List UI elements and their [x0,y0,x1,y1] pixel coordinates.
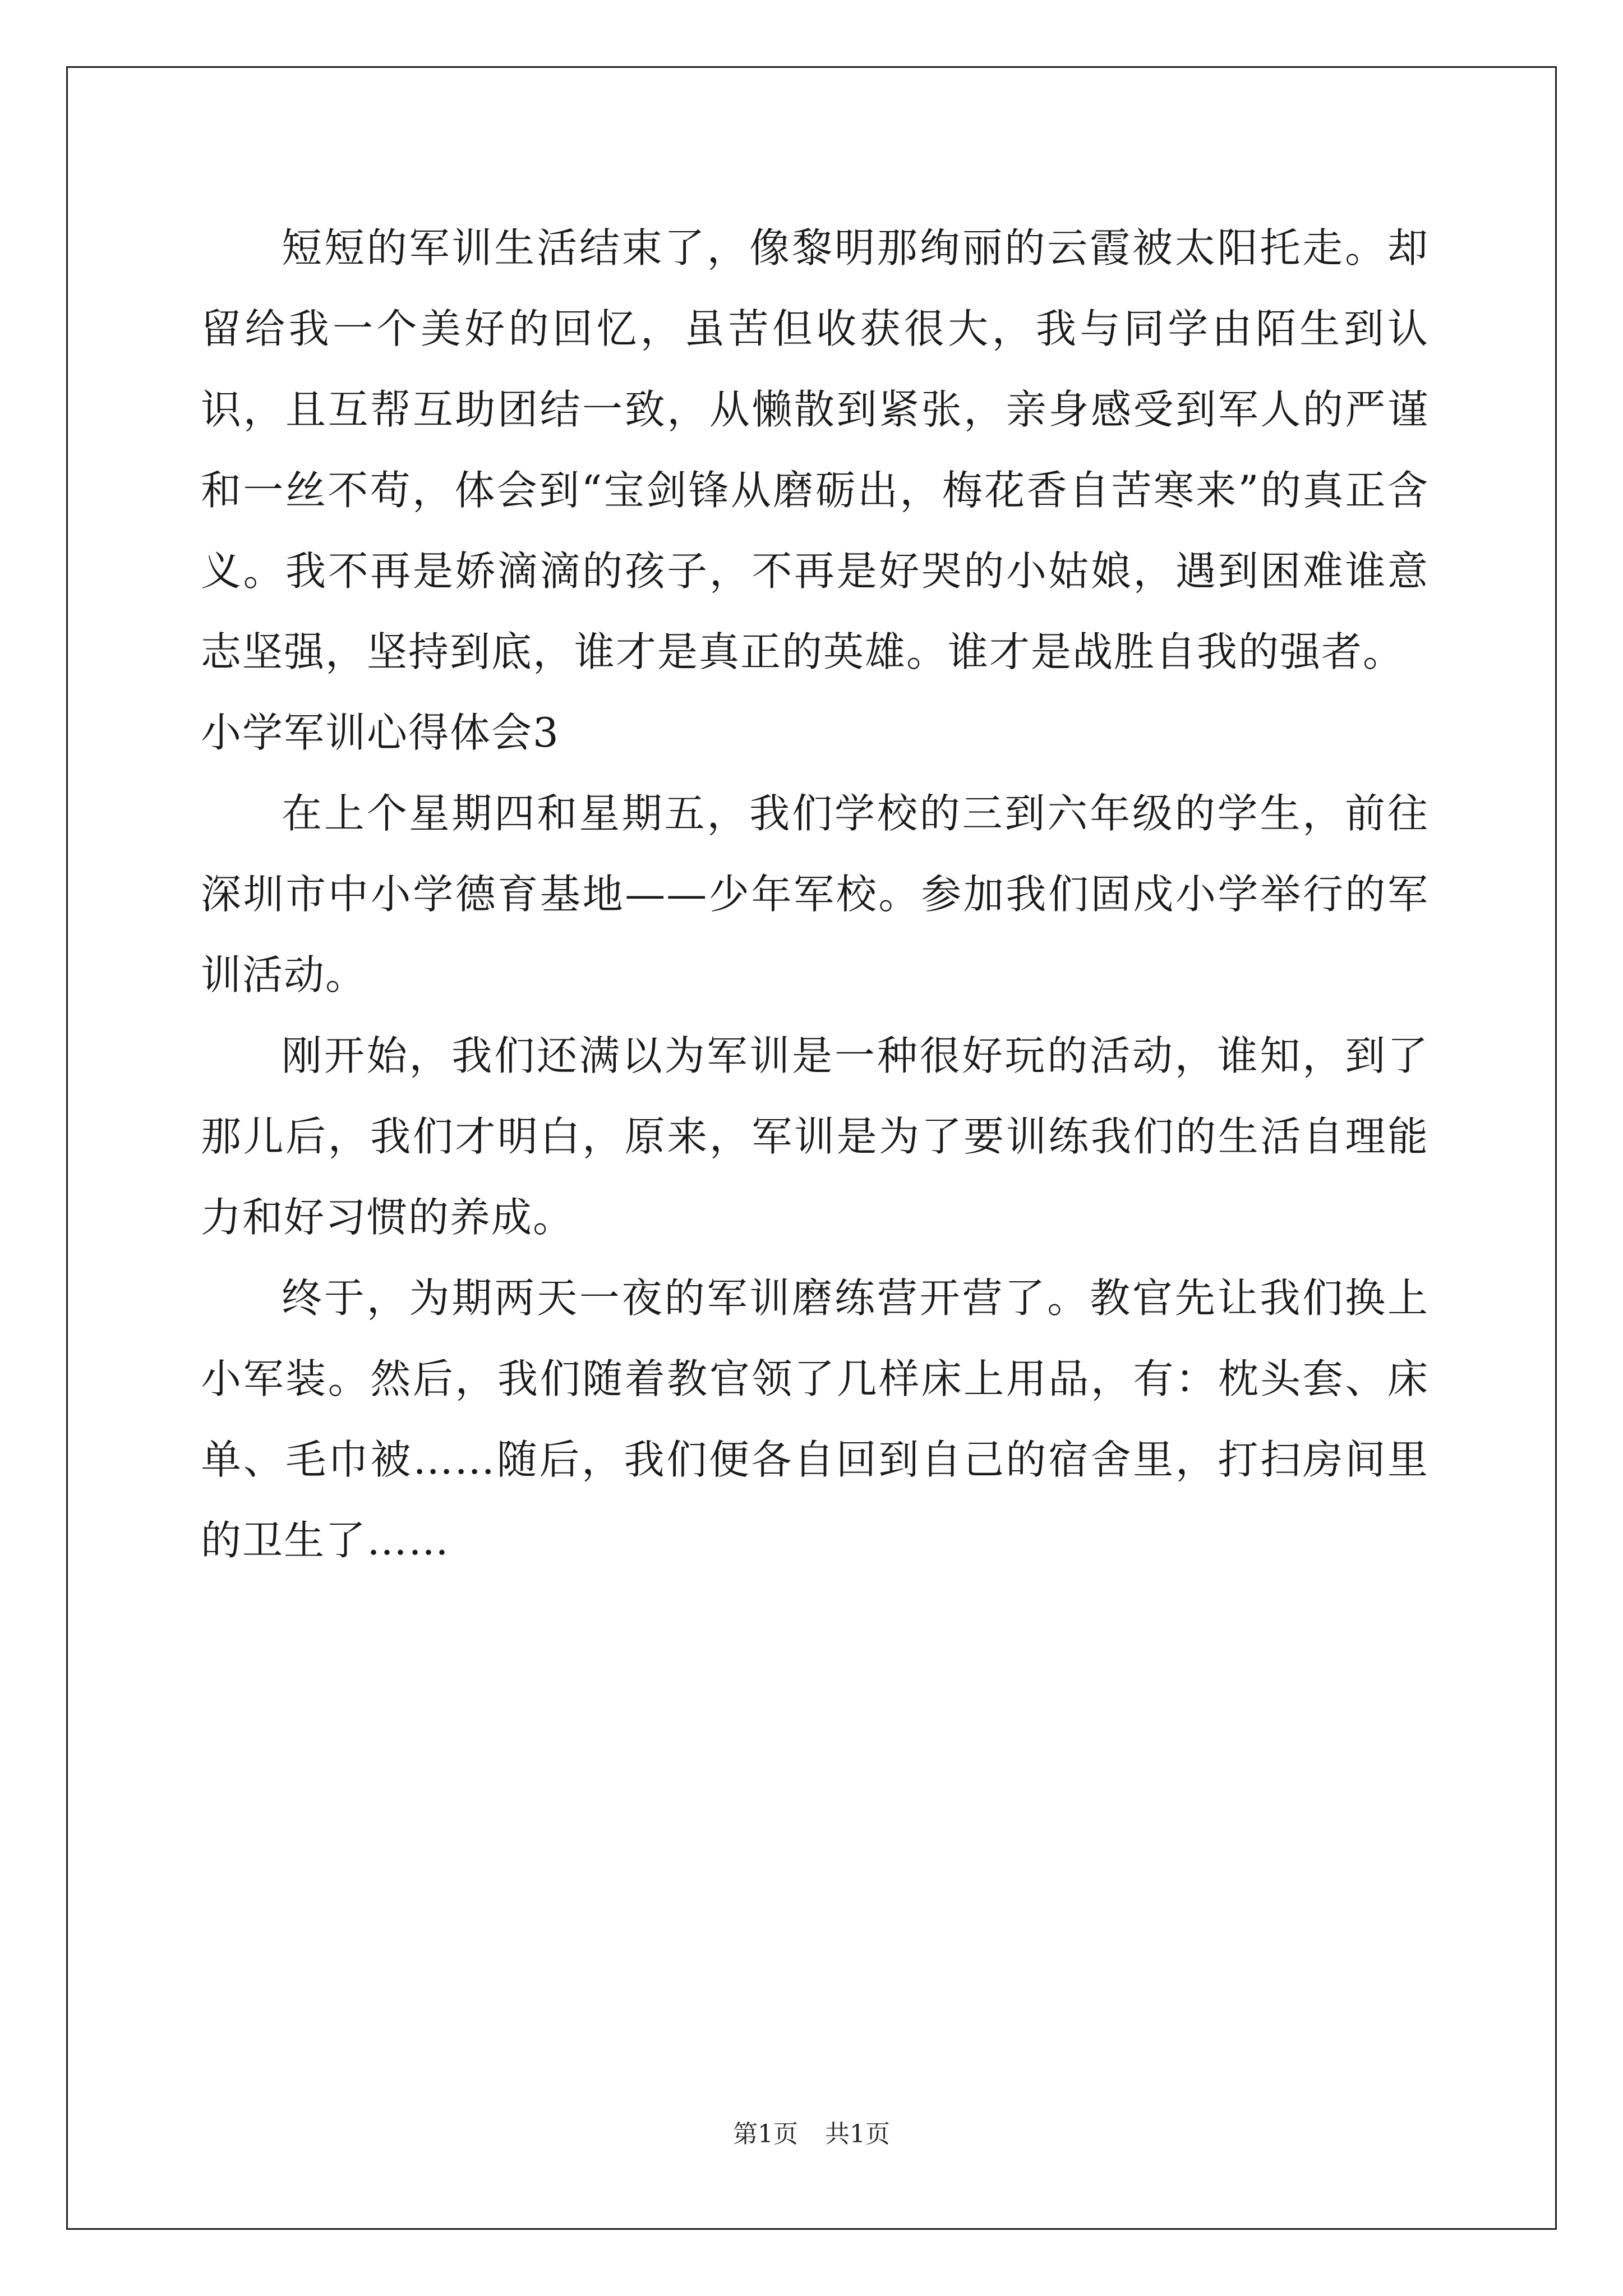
paragraph-1: 短短的军训生活结束了，像黎明那绚丽的云霞被太阳托走。却留给我一个美好的回忆，虽苦但收获很大，我与同学由陌生到认识，且互帮互助团结一致，从懒散到紧张，亲身感受到军人的严谨和一丝不苟，体会到“宝剑锋从磨砺出，梅花香自苦寒来”的真正含义。我不再是娇滴滴的孩子，不再是好哭的小姑娘，遇到困难谁意志坚强，坚持到底，谁才是真正的英雄。谁才是战胜自我的强者。 [201,224,1429,675]
page-footer [0,2118,1623,2151]
section-heading: 小学军训心得体会3 [201,709,560,756]
paragraph-4: 终于，为期两天一夜的军训磨练营开营了。教官先让我们换上小军装。然后，我们随着教官领了几样床上用品，有：枕头套、床单、毛巾被……随后，我们便各自回到自己的宿舍里，打扫房间里的卫生了…… [201,1274,1429,1564]
page-number: 第1页 [733,2120,798,2148]
document-body [201,208,1429,1581]
page-total: 共1页 [825,2120,890,2148]
paragraph-3: 刚开始，我们还满以为军训是一种很好玩的活动，谁知，到了那儿后，我们才明白，原来，军训是为了要训练我们的生活自理能力和好习惯的养成。 [201,1032,1429,1241]
paragraph-2: 在上个星期四和星期五，我们学校的三到六年级的学生，前往深圳市中小学德育基地——少年军校。参加我们固戍小学举行的军训活动。 [201,790,1429,999]
